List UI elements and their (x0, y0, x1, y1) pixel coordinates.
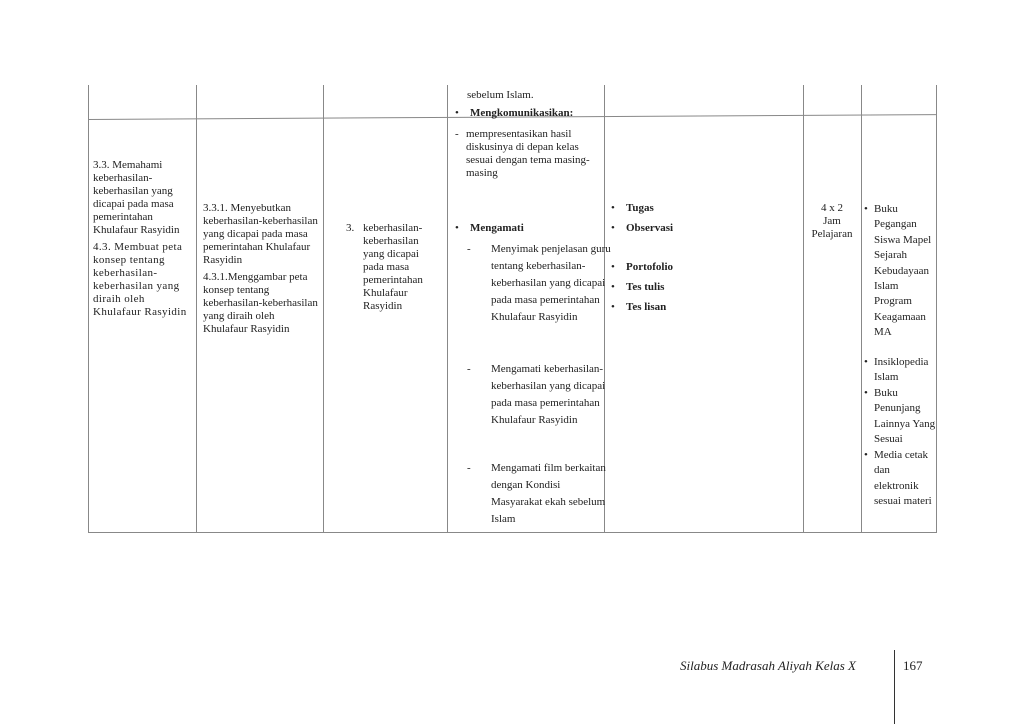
bullet-icon: • (864, 356, 868, 368)
dash-icon: - (467, 363, 471, 375)
assessment-item: Observasi (626, 222, 674, 234)
footer-title: Silabus Madrasah Aliyah Kelas X (680, 658, 856, 673)
assessment-item: Tes tulis (626, 281, 665, 293)
resource-item: Buku Pegangan Siswa Mapel Sejarah Kebudayaan Islam Program Keagamaan MA (874, 203, 932, 339)
table-border-left (88, 85, 89, 533)
assessment-item: Portofolio (626, 261, 674, 273)
mengkomunikasikan-heading: Mengkomunikasikan: (470, 107, 574, 119)
bullet-icon: • (455, 107, 459, 119)
bullet-icon: • (864, 387, 868, 399)
dash-icon: - (455, 128, 459, 140)
material-number: 3. (346, 222, 355, 234)
time-allocation-line3: Pelajaran (811, 228, 853, 240)
table-divider-3 (447, 85, 448, 533)
mengamati-heading: Mengamati (470, 222, 524, 234)
table-divider-6 (861, 85, 862, 533)
activity-fragment: sebelum Islam. (467, 89, 534, 101)
table-border-right (936, 85, 937, 533)
table-divider-2 (323, 85, 324, 533)
activity-item: Mengamati film berkaitan dengan Kondisi Masyarakat ekah sebelum Islam (491, 462, 606, 525)
bullet-icon: • (864, 449, 868, 461)
bullet-icon: • (611, 301, 615, 313)
table-divider-5 (803, 85, 804, 533)
bullet-icon: • (864, 203, 868, 215)
resource-item: Buku Penunjang Lainnya Yang Sesuai (874, 387, 936, 446)
page-number: 167 (903, 658, 923, 673)
resource-item: Media cetak dan elektronik sesuai materi (874, 449, 932, 508)
footer-divider (894, 650, 895, 724)
bullet-icon: • (611, 261, 615, 273)
time-allocation-line2: Jam (823, 215, 841, 227)
material-description: keberhasilan-keberhasilan yang dicapai pada masa pemerintahan Khulafaur Rasyidin (363, 222, 423, 312)
table-border-bottom (88, 532, 937, 533)
assessment-item: Tes lisan (626, 301, 667, 313)
time-allocation-line1: 4 x 2 (821, 202, 843, 214)
assessment-item: Tugas (626, 202, 654, 214)
indicator-4-3-1: 4.3.1.Menggambar peta konsep tentang keberhasilan-keberhasilan yang diraih oleh Khulafaur Rasyidin (203, 271, 318, 335)
competency-3-3: 3.3. Memahami keberhasilan-keberhasilan yang dicapai pada masa pemerintahan Khulafaur Rasyidin (93, 159, 180, 236)
table-divider-1 (196, 85, 197, 533)
bullet-icon: • (455, 222, 459, 234)
bullet-icon: • (611, 281, 615, 293)
competency-4-3: 4.3. Membuat peta konsep tentang keberhasilan-keberhasilan yang diraih oleh Khulafaur Rasyidin (93, 241, 187, 318)
indicator-3-3-1: 3.3.1. Menyebutkan keberhasilan-keberhasilan yang dicapai pada masa pemerintahan Khulafaur Rasyidin (203, 202, 318, 266)
bullet-icon: • (611, 222, 615, 234)
resource-item: Insiklopedia Islam (874, 356, 929, 384)
activity-item: Menyimak penjelasan guru tentang keberhasilan-keberhasilan yang dicapai pada masa pemerintahan Khulafaur Rasyidin (491, 243, 611, 323)
bullet-icon: • (611, 202, 615, 214)
present-activity: mempresentasikan hasil diskusinya di depan kelas sesuai dengan tema masing-masing (466, 128, 590, 179)
dash-icon: - (467, 462, 471, 474)
dash-icon: - (467, 243, 471, 255)
activity-item: Mengamati keberhasilan-keberhasilan yang dicapai pada masa pemerintahan Khulafaur Rasyidin (491, 363, 606, 426)
